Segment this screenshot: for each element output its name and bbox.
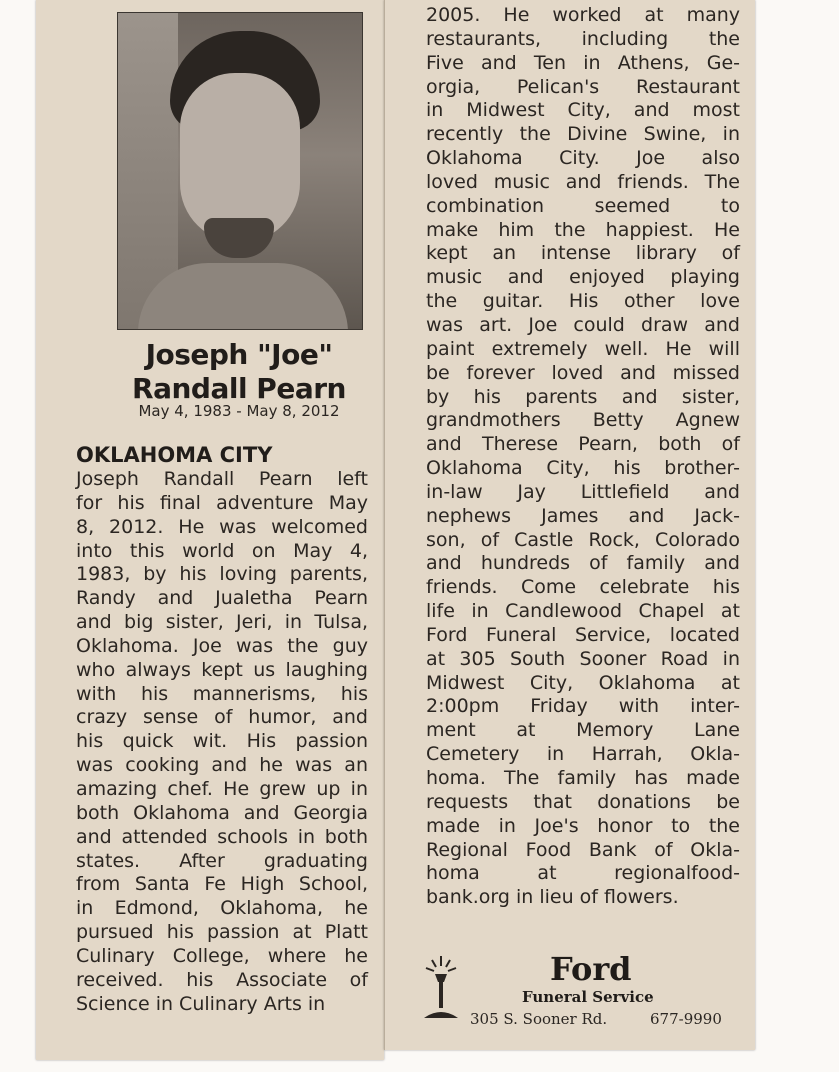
text-line: crazy sense of humor, and	[76, 706, 368, 729]
text-line: Oklahoma City. Joe also	[426, 147, 740, 170]
text-line: for his final adventure May	[76, 491, 368, 514]
text-line: recently the Divine Swine, in	[426, 123, 740, 146]
text-line: Oklahoma. Joe was the guy	[76, 634, 368, 657]
text-line: Culinary College, where he	[76, 944, 368, 967]
funeral-home-address: 305 S. Sooner Rd.	[470, 1010, 608, 1028]
text-line: restaurants, including the	[426, 27, 740, 50]
text-line: nephews James and Jack-	[426, 504, 740, 527]
text-line: with his mannerisms, his	[76, 682, 368, 705]
text-line: Science in Culinary Arts in	[76, 992, 326, 1015]
text-line: ment at Memory Lane	[426, 719, 740, 742]
text-line: requests that donations be	[426, 790, 740, 813]
text-line: states. After graduating	[76, 849, 368, 872]
text-line: and attended schools in both	[76, 825, 368, 848]
text-line: kept an intense library of	[426, 242, 740, 265]
text-line: combination seemed to	[426, 194, 740, 217]
text-line: friends. Come celebrate his	[426, 576, 740, 599]
text-line: life in Candlewood Chapel at	[426, 600, 740, 623]
text-line: Joseph Randall Pearn left	[76, 468, 368, 490]
text-line: made in Joe's honor to the	[426, 814, 740, 837]
text-line: Randy and Jualetha Pearn	[76, 587, 368, 610]
text-line: Ford Funeral Service, located	[426, 623, 740, 646]
text-line: who always kept us laughing	[76, 658, 368, 681]
life-dates: May 4, 1983 - May 8, 2012	[138, 402, 340, 420]
text-line: in Edmond, Oklahoma, he	[76, 897, 368, 920]
text-line: both Oklahoma and Georgia	[76, 801, 368, 824]
funeral-home-subtitle: Funeral Service	[522, 988, 654, 1006]
text-line: was art. Joe could draw and	[426, 313, 740, 336]
text-line: the guitar. His other love	[426, 290, 740, 313]
text-line: music and enjoyed playing	[426, 266, 740, 289]
dateline: OKLAHOMA CITY	[76, 443, 273, 467]
obituary-text-right	[426, 4, 740, 910]
text-line: homa. The family has made	[426, 767, 740, 789]
text-line: received. his Associate of	[76, 968, 368, 991]
text-line: grandmothers Betty Agnew	[426, 409, 740, 432]
text-line: 8, 2012. He was welcomed	[76, 515, 368, 538]
funeral-home-name: Ford	[550, 950, 632, 988]
text-line: loved music and friends. The	[426, 170, 740, 193]
text-line: orgia, Pelican's Restaurant	[426, 75, 740, 98]
lamp-icon	[418, 952, 464, 1022]
text-line: into this world on May 4,	[76, 539, 368, 562]
text-line: 1983, by his loving parents,	[76, 563, 368, 586]
funeral-home-phone: 677-9990	[650, 1010, 722, 1028]
text-line: 2:00pm Friday with inter-	[426, 695, 740, 718]
text-line: Midwest City, Oklahoma at	[426, 671, 740, 694]
portrait-photo	[117, 12, 363, 330]
text-line: and Therese Pearn, both of	[426, 433, 740, 456]
text-line: bank.org in lieu of flowers.	[426, 886, 679, 909]
deceased-name-line1: Joseph "Joe"	[145, 338, 333, 371]
text-line: make him the happiest. He	[426, 218, 740, 241]
text-line: son, of Castle Rock, Colorado	[426, 528, 740, 551]
text-line: and hundreds of family and	[426, 552, 740, 575]
text-line: in-law Jay Littlefield and	[426, 480, 740, 503]
text-line: and big sister, Jeri, in Tulsa,	[76, 611, 368, 634]
obituary-text-left	[76, 468, 368, 1016]
text-line: Oklahoma City, his brother-	[426, 457, 740, 480]
text-line: Cemetery in Harrah, Okla-	[426, 743, 740, 766]
text-line: paint extremely well. He will	[426, 337, 740, 360]
text-line: his quick wit. His passion	[76, 730, 368, 753]
text-line: by his parents and sister,	[426, 385, 740, 408]
text-line: Regional Food Bank of Okla-	[426, 838, 740, 861]
text-line: Five and Ten in Athens, Ge-	[426, 51, 740, 74]
text-line: at 305 South Sooner Road in	[426, 647, 740, 670]
text-line: in Midwest City, and most	[426, 99, 740, 122]
text-line: homa at regionalfood-	[426, 862, 740, 885]
text-line: from Santa Fe High School,	[76, 873, 368, 896]
text-line: 2005. He worked at many	[426, 4, 740, 26]
text-line: was cooking and he was an	[76, 754, 368, 777]
text-line: be forever loved and missed	[426, 361, 740, 384]
deceased-name-line2: Randall Pearn	[132, 372, 346, 405]
text-line: pursued his passion at Platt	[76, 921, 368, 944]
text-line: amazing chef. He grew up in	[76, 777, 368, 800]
